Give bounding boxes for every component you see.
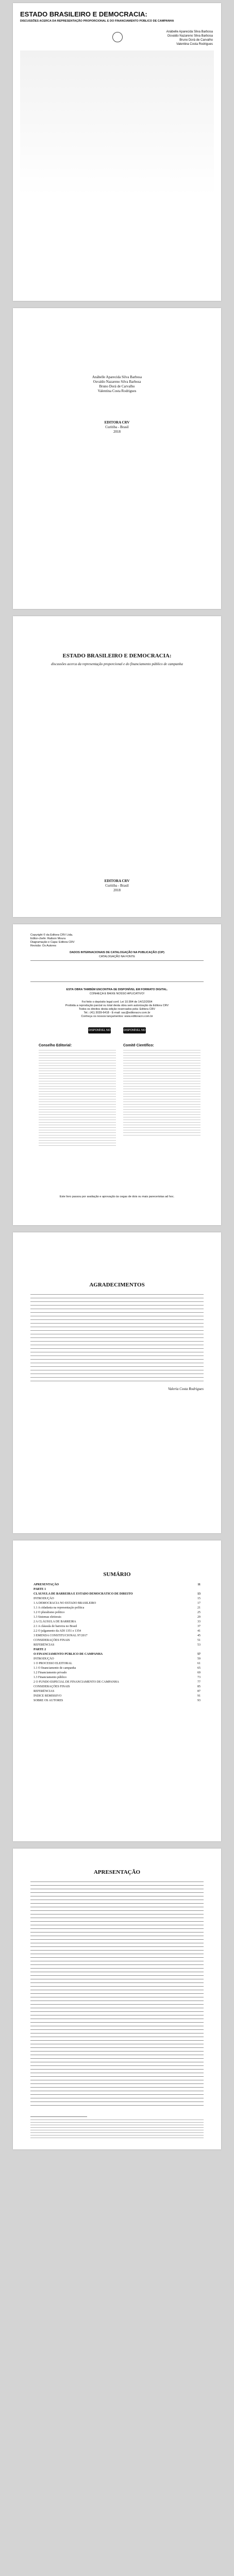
publication-year: 2018 bbox=[113, 888, 121, 892]
cover-author: Anábelle Aparecida Silva Barbosa bbox=[166, 30, 213, 33]
acknowledgments-signature: Valeria Costa Rodrigues bbox=[168, 1387, 204, 1391]
toc-entry[interactable]: 1.3 Sistemas eleitorais 29 bbox=[34, 1616, 200, 1619]
toc-entry[interactable]: REFERÊNCIAS 53 bbox=[34, 1643, 200, 1647]
cip-heading: DADOS INTERNACIONAIS DE CATALOGAÇÃO NA PUBLICAÇÃO (CIP) bbox=[70, 951, 164, 954]
toc-entry[interactable]: INTRODUÇÃO 59 bbox=[34, 1657, 200, 1660]
toc-entry[interactable]: CLÁUSULA DE BARREIRA E ESTADO DEMOCRÁTICO DE DIREITO 13 bbox=[34, 1592, 200, 1596]
toc-entry[interactable]: INTRODUÇÃO 15 bbox=[34, 1597, 200, 1600]
legal-deposit: Foi feito o depósito legal conf. Lei 10.994 de 14/12/2004 bbox=[81, 1001, 153, 1004]
publisher-name: EDITORA CRV bbox=[104, 879, 130, 883]
peer-review-note: Este livro passou por avaliação e aprovação às cegas de dois ou mais pareceristas ad hoc. bbox=[59, 1195, 175, 1198]
cover-author: Valentina Costa Rodrigues bbox=[176, 43, 213, 46]
summary-list bbox=[34, 1583, 200, 1703]
title-page bbox=[13, 308, 221, 609]
cover-emblem-icon bbox=[112, 32, 123, 42]
imprint-line: Copyright © da Editora CRV Ltda. bbox=[30, 934, 73, 937]
council-heading: Conselho Editorial: bbox=[39, 1044, 72, 1047]
presentation-page bbox=[13, 1849, 221, 2149]
isbn-subheading: CONHEÇA E BAIXE NOSSO APLICATIVO! bbox=[89, 992, 145, 995]
app-store-badge[interactable]: DISPONÍVEL NO bbox=[88, 1027, 111, 1033]
toc-entry[interactable]: CONSIDERAÇÕES FINAIS 51 bbox=[34, 1639, 200, 1642]
toc-entry[interactable]: 1.2 O pluralismo político 25 bbox=[34, 1611, 200, 1614]
council-list bbox=[39, 1050, 116, 1148]
publisher-city: Curitiba - Brasil bbox=[105, 425, 129, 429]
publisher-name: EDITORA CRV bbox=[104, 420, 130, 425]
footnote-text bbox=[30, 2120, 204, 2138]
toc-entry[interactable]: 1 A DEMOCRACIA NO ESTADO BRASILEIRO 17 bbox=[34, 1602, 200, 1605]
toc-entry[interactable]: 1.2 Financiamento privado 69 bbox=[34, 1671, 200, 1674]
toc-entry[interactable]: 2.1 A cláusula de barreira no Brasil 37 bbox=[34, 1625, 200, 1628]
toc-entry[interactable]: ÍNDICE REMISSIVO 91 bbox=[34, 1694, 200, 1698]
cover-author: Bruno Dorá de Carvalho bbox=[179, 39, 213, 42]
toc-entry[interactable]: O FINANCIAMENTO PÚBLICO DE CAMPANHA 57 bbox=[34, 1653, 200, 1656]
cover-title: ESTADO BRASILEIRO E DEMOCRACIA: bbox=[20, 10, 147, 18]
cover-page bbox=[13, 3, 221, 301]
toc-entry[interactable]: 2.2 O julgamento da ADI 1351 e 1354 41 bbox=[34, 1630, 200, 1633]
acknowledgments-heading: AGRADECIMENTOS bbox=[89, 1282, 145, 1288]
toc-entry[interactable]: 2 O FUNDO ESPECIAL DE FINANCIAMENTO DE CAMPANHA 77 bbox=[34, 1681, 200, 1684]
publication-year: 2018 bbox=[113, 430, 121, 434]
contact-phone: Tel.: (41) 3039-6418 - E-mail: sac@editoracrv.com.br bbox=[83, 1011, 151, 1014]
rights-holder: Todos os direitos desta edição reservados pela: Editora CRV bbox=[78, 1008, 156, 1011]
title-author: Anábelle Aparecida Silva Barbosa bbox=[92, 375, 142, 379]
publisher-city: Curitiba - Brasil bbox=[105, 884, 129, 888]
website-link[interactable]: Conheça os nossos lançamentos: www.editoracrv.com.br bbox=[81, 1015, 153, 1018]
title-author: Bruno Dorá de Carvalho bbox=[99, 384, 135, 388]
imprint-page bbox=[13, 924, 221, 1225]
cip-subheading: CATALOGAÇÃO NA FONTE bbox=[98, 955, 136, 958]
title-author: Valentina Costa Rodrigues bbox=[97, 389, 137, 393]
isbn-heading: ESTA OBRA TAMBÉM ENCONTRA-SE DISPONÍVEL EM FORMATO DIGITAL. bbox=[66, 988, 168, 991]
footnote-rule bbox=[30, 2116, 87, 2117]
toc-entry[interactable]: APRESENTAÇÃO 11 bbox=[34, 1583, 200, 1586]
toc-entry[interactable]: 1 O PROCESSO ELEITORAL 61 bbox=[34, 1662, 200, 1665]
cover-author: Osvaldo Nazareno Silva Barbosa bbox=[167, 35, 213, 38]
toc-entry[interactable]: 3 EMENDA CONSTITUCIONAL 97/2017 45 bbox=[34, 1634, 200, 1637]
committee-list bbox=[123, 1050, 200, 1138]
cover-authors bbox=[110, 30, 213, 46]
acknowledgments-body bbox=[30, 1294, 204, 1382]
cover-image bbox=[20, 50, 214, 293]
toc-entry[interactable]: 1.1 A cidadania na representação política 21 bbox=[34, 1606, 200, 1609]
toc-entry[interactable]: 1.1 O financiamento de campanha 65 bbox=[34, 1667, 200, 1670]
toc-entry[interactable]: PARTE 2 bbox=[34, 1648, 46, 1651]
rights-notice: Proibida a reprodução parcial ou total desta obra sem autorização da Editora CRV bbox=[65, 1004, 169, 1007]
imprint-line: Diagramação e Capa: Editora CRV bbox=[30, 941, 75, 944]
imprint-line: Revisão: Os Autores bbox=[30, 944, 57, 947]
imprint-line: Editor-chefe: Railson Moura bbox=[30, 937, 66, 940]
acknowledgments-page bbox=[13, 1232, 221, 1533]
summary-page bbox=[13, 1540, 221, 1841]
cip-box bbox=[30, 960, 204, 982]
toc-entry[interactable]: 1.3 Financiamento público 73 bbox=[34, 1676, 200, 1679]
book-title: ESTADO BRASILEIRO E DEMOCRACIA: bbox=[62, 653, 172, 659]
committee-heading: Comitê Científico: bbox=[123, 1044, 154, 1047]
toc-entry[interactable]: CONSIDERAÇÕES FINAIS 85 bbox=[34, 1685, 200, 1688]
presentation-heading: APRESENTAÇÃO bbox=[93, 1869, 141, 1875]
full-title-page bbox=[13, 616, 221, 917]
cover-subtitle: DISCUSSÕES ACERCA DA REPRESENTAÇÃO PROPORCIONAL E DO FINANCIAMENTO PÚBLICO DE CAMPANHA bbox=[20, 20, 174, 23]
toc-entry[interactable]: SOBRE OS AUTORES 93 bbox=[34, 1699, 200, 1702]
title-author: Osvaldo Nazareno Silva Barbosa bbox=[93, 380, 141, 384]
toc-entry[interactable]: 2 A CLÁUSULA DE BARREIRA 33 bbox=[34, 1620, 200, 1623]
presentation-body bbox=[30, 1882, 204, 2108]
book-subtitle: discussões acerca da representação proporcional e do financiamento público de campanha bbox=[51, 662, 183, 666]
toc-entry[interactable]: REFERÊNCIAS 87 bbox=[34, 1690, 200, 1693]
summary-heading: SUMÁRIO bbox=[103, 1571, 131, 1578]
toc-entry[interactable]: PARTE 1 bbox=[34, 1588, 46, 1591]
viewer-background bbox=[0, 2157, 234, 2576]
google-play-badge[interactable]: DISPONÍVEL NO bbox=[123, 1027, 146, 1033]
